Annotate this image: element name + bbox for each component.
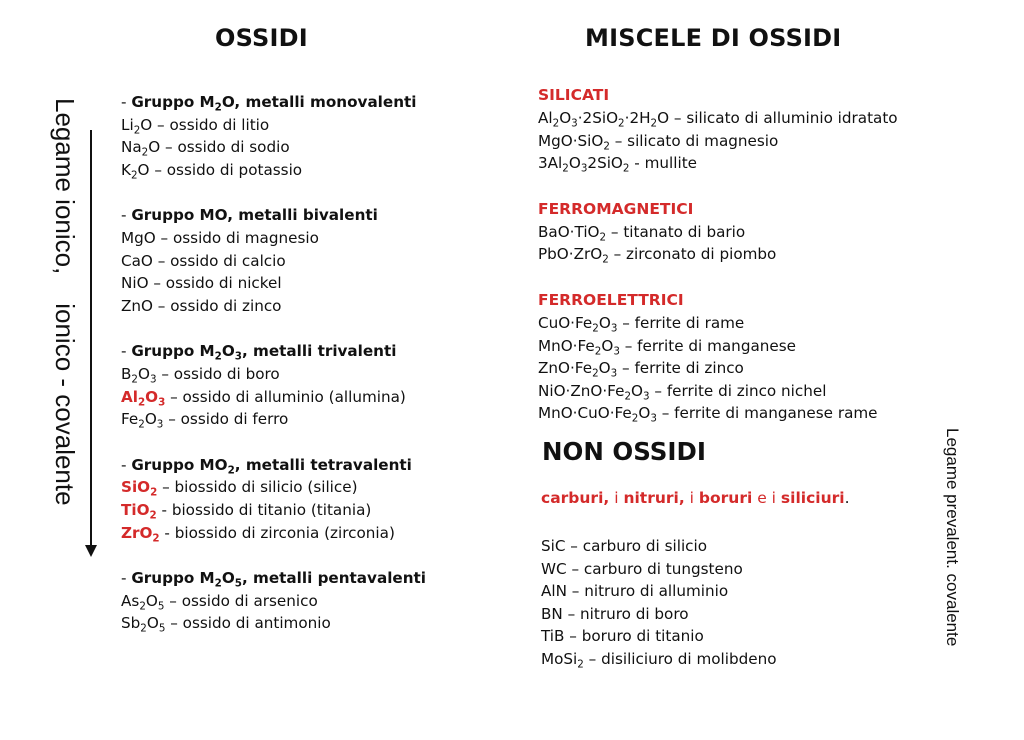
separator: – <box>165 614 183 633</box>
separator: – <box>617 313 635 332</box>
compound-item <box>121 408 426 431</box>
compound-formula <box>121 387 166 409</box>
formula-text: Gruppo MO <box>131 455 228 474</box>
compound-name: ferrite di manganese rame <box>674 404 878 423</box>
compound-name: biossido di silicio (silice) <box>174 478 358 497</box>
connector-text: i <box>684 489 699 507</box>
group-bullet: - <box>121 93 132 111</box>
compound-formula <box>121 614 166 635</box>
compound-formula <box>538 336 620 358</box>
compound-item <box>541 558 777 581</box>
formula-text: O <box>148 138 161 157</box>
bond-trend-arrow-line <box>90 130 92 548</box>
compound-name: silicato di alluminio idratato <box>686 109 898 127</box>
title-miscele-di-ossidi: MISCELE DI OSSIDI <box>585 24 842 52</box>
compound-formula <box>121 500 157 522</box>
formula-subscript: 2 <box>592 322 599 335</box>
compound-item <box>538 221 898 244</box>
compound-name: nitruro di boro <box>580 604 689 623</box>
formula-subscript: 3 <box>571 117 578 130</box>
formula-text: K <box>121 160 131 179</box>
formula-text: 2SiO <box>587 154 623 173</box>
separator: – <box>565 537 583 555</box>
formula-text: BaO·TiO <box>538 222 600 241</box>
formula-text: NiO·ZnO·Fe <box>538 381 625 400</box>
compound-name: carburo di silicio <box>582 537 708 555</box>
compound-formula <box>121 297 153 315</box>
separator: – <box>160 138 178 157</box>
compound-name: ossido di sodio <box>177 138 290 157</box>
group-title <box>131 93 417 114</box>
separator: – <box>149 160 167 179</box>
title-ossidi: OSSIDI <box>215 24 308 52</box>
compound-formula <box>541 627 564 645</box>
formula-subscript: 5 <box>157 600 165 613</box>
formula-text: O <box>137 160 150 179</box>
separator: – <box>562 604 581 623</box>
compound-item <box>121 476 426 499</box>
connector-text: e i <box>752 489 781 507</box>
formula-text: ·2SiO <box>577 109 619 127</box>
compound-item <box>121 499 426 522</box>
compound-formula <box>121 364 157 386</box>
right-axis-label: Legame prevalent. covalente <box>943 428 962 647</box>
group-header <box>121 340 426 363</box>
formula-subscript: 2 <box>138 418 145 431</box>
arrow-down-icon <box>85 545 97 557</box>
compound-name: ossido di potassio <box>166 160 303 179</box>
formula-text: O <box>221 342 235 361</box>
compound-item <box>541 648 777 671</box>
formula-subscript: 2 <box>141 146 149 159</box>
separator: – <box>163 410 181 429</box>
compound-formula <box>541 605 563 623</box>
separator: – <box>157 478 175 497</box>
oxides-list <box>121 91 426 635</box>
formula-text: O <box>568 154 581 173</box>
compound-formula <box>541 537 565 555</box>
separator: – <box>583 649 602 668</box>
compound-name: biossido di titanio (titania) <box>171 500 372 519</box>
formula-subscript: 2 <box>131 373 138 386</box>
formula-text: O <box>144 410 157 429</box>
separator: – <box>669 109 687 127</box>
compound-item <box>121 227 426 250</box>
formula-text: CaO <box>121 251 153 270</box>
formula-text: Sb <box>121 614 141 633</box>
formula-subscript: 2 <box>562 162 569 175</box>
formula-text: O <box>601 336 614 355</box>
compound-formula <box>541 649 584 671</box>
compound-item <box>538 243 898 266</box>
formula-text: O <box>598 359 611 378</box>
compound-name: biossido di zirconia (zirconia) <box>174 523 395 542</box>
formula-subscript: 2 <box>650 117 658 130</box>
spacer <box>121 181 426 204</box>
formula-subscript: 3 <box>613 345 620 358</box>
compound-item <box>121 295 426 318</box>
formula-text: MnO·CuO·Fe <box>538 404 632 423</box>
group-title <box>131 342 397 363</box>
formula-text: O <box>146 614 159 633</box>
formula-subscript: 2 <box>622 162 630 175</box>
formula-subscript: 3 <box>149 373 157 386</box>
class-name: nitruri, <box>623 489 685 507</box>
compound-name: ossido di litio <box>169 115 270 134</box>
compound-item <box>538 335 898 358</box>
compound-item <box>121 522 426 545</box>
connector-text: . <box>844 489 850 507</box>
formula-text: CuO·Fe <box>538 313 593 332</box>
compound-item <box>538 380 898 403</box>
separator: - <box>159 523 175 542</box>
compound-formula <box>538 313 618 335</box>
compound-formula <box>538 131 610 153</box>
formula-subscript: 3 <box>650 412 657 425</box>
separator: – <box>156 364 174 383</box>
formula-text: BN <box>541 604 563 623</box>
formula-subscript: 3 <box>610 322 618 335</box>
compound-name: disiliciuro di molibdeno <box>601 649 777 668</box>
formula-text: O <box>559 109 572 127</box>
compound-item <box>538 152 898 175</box>
compound-item <box>541 625 777 648</box>
compound-formula <box>121 229 156 247</box>
formula-text: MgO·SiO <box>538 131 604 150</box>
formula-subscript: 3 <box>580 162 588 175</box>
compound-name: ossido di magnesio <box>172 228 319 247</box>
formula-text: AlN <box>541 582 567 601</box>
formula-text: SiC <box>541 537 566 555</box>
formula-subscript: 2 <box>631 412 639 425</box>
formula-subscript: 2 <box>140 622 147 635</box>
separator: – <box>564 627 582 646</box>
formula-text: O <box>145 591 158 610</box>
compound-formula <box>121 478 158 499</box>
compound-item <box>538 312 898 335</box>
category-title: FERROMAGNETICI <box>538 199 694 218</box>
formula-text: PbO·ZrO <box>538 245 603 264</box>
group-header <box>121 567 426 590</box>
formula-text: O <box>631 381 643 400</box>
category-title: SILICATI <box>538 86 610 104</box>
formula-text: Gruppo M <box>131 569 215 588</box>
formula-text: Al <box>538 109 553 127</box>
non-oxides-list <box>541 535 777 671</box>
formula-text: MgO <box>121 228 156 247</box>
formula-text: As <box>121 591 140 610</box>
separator: – <box>656 404 675 423</box>
left-axis-label: Legame ionico, ionico - covalente <box>50 98 80 506</box>
formula-subscript: 2 <box>149 509 157 522</box>
formula-subscript: 2 <box>552 117 560 130</box>
compound-formula <box>538 109 670 130</box>
non-oxide-classes <box>541 489 850 507</box>
formula-text: B <box>121 364 132 383</box>
compound-name: titanato di bario <box>623 222 746 241</box>
compound-name: ferrite di zinco <box>634 359 744 378</box>
compound-formula <box>538 359 618 380</box>
formula-subscript: 2 <box>133 124 141 137</box>
compound-item <box>121 386 426 409</box>
separator: – <box>566 582 585 601</box>
compound-formula <box>121 252 153 270</box>
formula-subscript: 2 <box>602 253 609 266</box>
compound-item <box>121 250 426 273</box>
formula-text: O <box>140 115 153 134</box>
formula-subscript: 2 <box>624 390 632 403</box>
spacer <box>538 266 898 289</box>
formula-text: ·2H <box>624 109 651 127</box>
formula-subscript: 2 <box>137 396 146 409</box>
formula-text: Na <box>121 138 142 157</box>
separator: – <box>165 387 183 406</box>
formula-text: O <box>145 387 159 406</box>
separator: – <box>649 381 667 400</box>
formula-subscript: 2 <box>618 117 625 130</box>
formula-subscript: 3 <box>610 367 618 380</box>
spacer <box>538 175 898 198</box>
formula-subscript: 2 <box>599 231 607 244</box>
compound-name: zirconato di piombo <box>626 245 777 264</box>
compound-formula <box>538 222 607 244</box>
formula-text: ZnO <box>121 296 153 315</box>
formula-text: MnO·Fe <box>538 336 595 355</box>
compound-name: ossido di zinco <box>170 296 282 315</box>
class-name: carburi, <box>541 489 610 507</box>
separator: – <box>619 336 638 355</box>
compound-name: boruro di titanio <box>581 627 704 646</box>
title-non-ossidi: NON OSSIDI <box>542 437 706 466</box>
compound-formula <box>121 160 150 182</box>
compound-item <box>121 590 426 613</box>
group-bullet: - <box>121 342 132 361</box>
compound-item <box>538 402 898 425</box>
formula-text: 3Al <box>538 154 563 173</box>
compound-item <box>541 580 777 603</box>
compound-formula <box>538 245 609 266</box>
formula-subscript: 2 <box>577 658 584 671</box>
formula-text: O <box>657 109 670 127</box>
formula-text: SiO <box>121 478 151 497</box>
separator: – <box>617 359 635 378</box>
formula-text: O <box>138 364 150 383</box>
separator: – <box>609 131 628 150</box>
group-header <box>121 454 426 477</box>
compound-item <box>541 603 777 626</box>
compound-formula <box>538 404 657 425</box>
separator: – <box>155 228 173 247</box>
class-name: boruri <box>698 489 753 507</box>
compound-formula <box>121 523 160 545</box>
mixed-oxides-list <box>538 84 898 425</box>
compound-name: ferrite di rame <box>634 313 745 332</box>
formula-text: ZrO <box>121 523 153 542</box>
compound-formula <box>121 138 161 159</box>
formula-text: , metalli tetravalenti <box>234 455 412 474</box>
separator: – <box>152 115 170 134</box>
formula-text: O <box>221 569 235 588</box>
formula-subscript: 2 <box>594 345 602 358</box>
connector-text: i <box>609 489 624 507</box>
formula-text: NiO <box>121 274 149 293</box>
compound-name: ossido di boro <box>173 364 280 383</box>
compound-formula <box>121 591 165 613</box>
formula-subscript: 5 <box>158 622 166 635</box>
formula-text: , metalli pentavalenti <box>241 569 426 588</box>
formula-text: Gruppo M <box>131 342 215 361</box>
formula-text: Gruppo M <box>131 93 215 111</box>
compound-formula <box>538 154 630 175</box>
formula-subscript: 3 <box>234 350 242 363</box>
compound-formula <box>121 410 164 431</box>
group-header <box>121 91 426 114</box>
separator: – <box>152 251 171 270</box>
compound-item <box>121 612 426 635</box>
compound-name: silicato di magnesio <box>627 131 779 150</box>
class-name: siliciuri <box>780 489 845 507</box>
formula-text: Al <box>121 387 138 406</box>
formula-subscript: 3 <box>642 390 650 403</box>
formula-text: Gruppo MO, metalli bivalenti <box>131 206 378 225</box>
separator: – <box>606 222 624 241</box>
compound-name: ossido di ferro <box>180 410 289 429</box>
formula-subscript: 2 <box>130 169 138 182</box>
formula-text: ZnO·Fe <box>538 359 593 378</box>
group-bullet: - <box>121 206 132 225</box>
compound-name: ossido di alluminio (allumina) <box>182 387 406 406</box>
separator: – <box>148 274 166 293</box>
formula-subscript: 3 <box>156 418 164 431</box>
formula-text: O <box>598 313 611 332</box>
compound-formula <box>541 560 567 578</box>
formula-subscript: 5 <box>234 577 242 590</box>
compound-item <box>541 535 777 558</box>
compound-name: ossido di calcio <box>170 251 286 270</box>
formula-subscript: 2 <box>152 532 160 545</box>
spacer <box>121 431 426 454</box>
compound-name: ferrite di zinco nichel <box>666 381 827 400</box>
separator: - <box>156 500 172 519</box>
group-header <box>121 204 426 227</box>
group-title <box>131 206 378 224</box>
separator: – <box>164 591 182 610</box>
formula-text: O <box>638 404 651 423</box>
compound-name: ossido di nickel <box>165 274 282 293</box>
formula-text: Li <box>121 115 134 134</box>
formula-text: Fe <box>121 410 139 429</box>
compound-item <box>538 357 898 380</box>
formula-subscript: 2 <box>227 464 235 477</box>
group-title <box>131 455 412 477</box>
formula-subscript: 3 <box>158 396 166 409</box>
compound-item <box>121 159 426 182</box>
separator: - <box>629 154 645 173</box>
category-title: FERROELETTRICI <box>538 290 684 309</box>
formula-subscript: 2 <box>150 486 158 499</box>
formula-text: TiO <box>121 500 150 519</box>
separator: – <box>566 559 584 578</box>
formula-text: WC <box>541 559 567 578</box>
formula-subscript: 2 <box>592 367 599 380</box>
formula-subscript: 2 <box>214 101 222 114</box>
separator: – <box>152 296 171 315</box>
compound-item <box>121 136 426 159</box>
compound-name: ferrite di manganese <box>637 336 796 355</box>
separator: – <box>608 245 627 264</box>
compound-item <box>121 363 426 386</box>
spacer <box>121 544 426 567</box>
formula-text: O, metalli monovalenti <box>221 93 417 111</box>
compound-item <box>121 114 426 137</box>
compound-name: carburo di tungsteno <box>583 559 743 578</box>
compound-formula <box>121 274 149 292</box>
formula-text: TiB <box>541 627 565 646</box>
formula-text: , metalli trivalenti <box>241 342 397 361</box>
formula-subscript: 2 <box>603 140 610 153</box>
compound-item <box>538 107 898 130</box>
compound-item <box>121 272 426 295</box>
group-title <box>131 569 426 590</box>
compound-name: ossido di antimonio <box>182 614 331 633</box>
formula-subscript: 2 <box>139 600 146 613</box>
compound-name: nitruro di alluminio <box>584 582 729 601</box>
group-bullet: - <box>121 569 132 588</box>
formula-subscript: 2 <box>214 577 222 590</box>
spacer <box>121 317 426 340</box>
compound-item <box>538 130 898 153</box>
compound-formula <box>538 381 650 403</box>
compound-formula <box>541 582 567 600</box>
compound-name: mullite <box>644 154 697 173</box>
formula-subscript: 2 <box>214 350 222 363</box>
formula-text: MoSi <box>541 649 578 668</box>
group-bullet: - <box>121 455 132 474</box>
compound-formula <box>121 115 153 137</box>
compound-name: ossido di arsenico <box>181 591 318 610</box>
